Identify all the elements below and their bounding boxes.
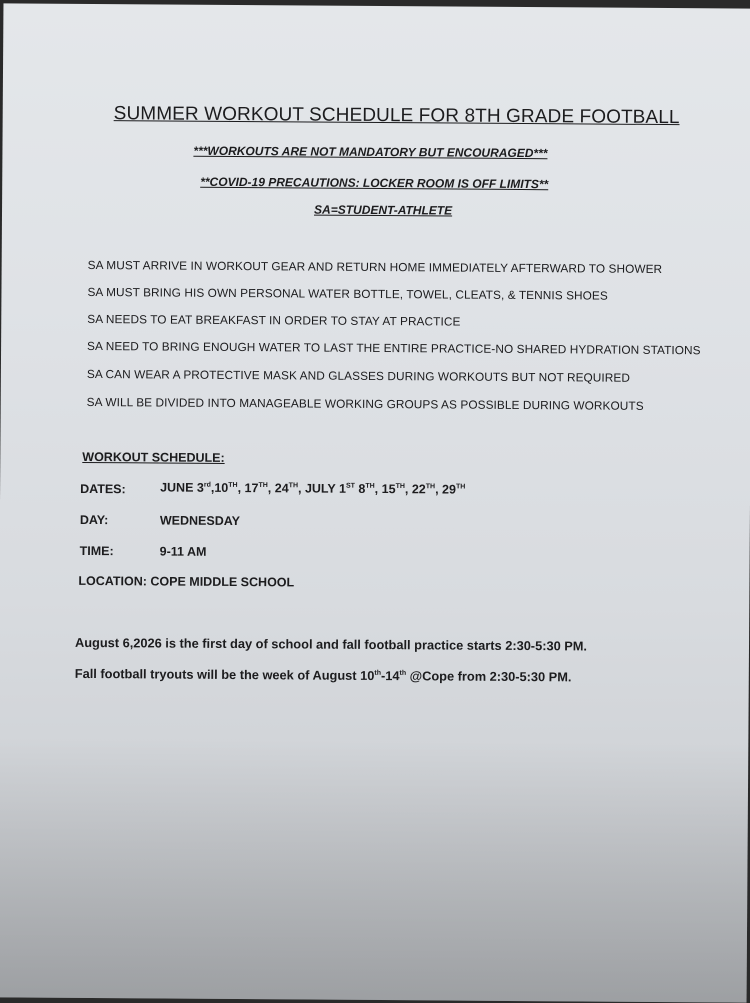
first-day-note: August 6,2026 is the first day of school and fall football practice starts 2:30-5:30 PM. — [74, 634, 588, 654]
rule-line: SA WILL BE DIVIDED INTO MANAGEABLE WORKING GROUPS AS POSSIBLE DURING WORKOUTS — [86, 394, 644, 413]
document-title: SUMMER WORKOUT SCHEDULE FOR 8TH GRADE FOOTBALL — [113, 103, 680, 129]
rule-line: SA MUST ARRIVE IN WORKOUT GEAR AND RETURN HOME IMMEDIATELY AFTERWARD TO SHOWER — [87, 257, 663, 276]
paper-sheet — [0, 3, 750, 1002]
schedule-heading: WORKOUT SCHEDULE: — [82, 449, 225, 465]
rule-line: SA NEED TO BRING ENOUGH WATER TO LAST THE ENTIRE PRACTICE-NO SHARED HYDRATION STATIONS — [87, 338, 701, 358]
dates-label: DATES: — [80, 481, 126, 497]
tryouts-note: Fall football tryouts will be the week of August 10th-14th @Cope from 2:30-5:30 PM. — [74, 665, 572, 685]
photo-shadow — [0, 737, 748, 1002]
subtitle-covid: **COVID-19 PRECAUTIONS: LOCKER ROOM IS OFF LIMITS** — [200, 174, 549, 192]
location-line: LOCATION: COPE MIDDLE SCHOOL — [78, 573, 295, 590]
subtitle-sa-definition: SA=STUDENT-ATHLETE — [313, 202, 453, 218]
rule-line: SA NEEDS TO EAT BREAKFAST IN ORDER TO STAY AT PRACTICE — [87, 311, 461, 329]
subtitle-not-mandatory: ***WORKOUTS ARE NOT MANDATORY BUT ENCOURAGED*** — [193, 143, 548, 161]
dates-value: JUNE 3rd,10TH, 17TH, 24TH, JULY 1ST 8TH, 15TH, 22TH, 29TH — [160, 480, 466, 497]
rule-line: SA MUST BRING HIS OWN PERSONAL WATER BOTTLE, TOWEL, CLEATS, & TENNIS SHOES — [87, 284, 608, 303]
rule-line: SA CAN WEAR A PROTECTIVE MASK AND GLASSES DURING WORKOUTS BUT NOT REQUIRED — [86, 366, 631, 385]
day-value: WEDNESDAY — [159, 513, 241, 529]
time-label: TIME: — [79, 543, 114, 559]
day-label: DAY: — [79, 512, 109, 528]
time-value: 9-11 AM — [159, 544, 207, 559]
